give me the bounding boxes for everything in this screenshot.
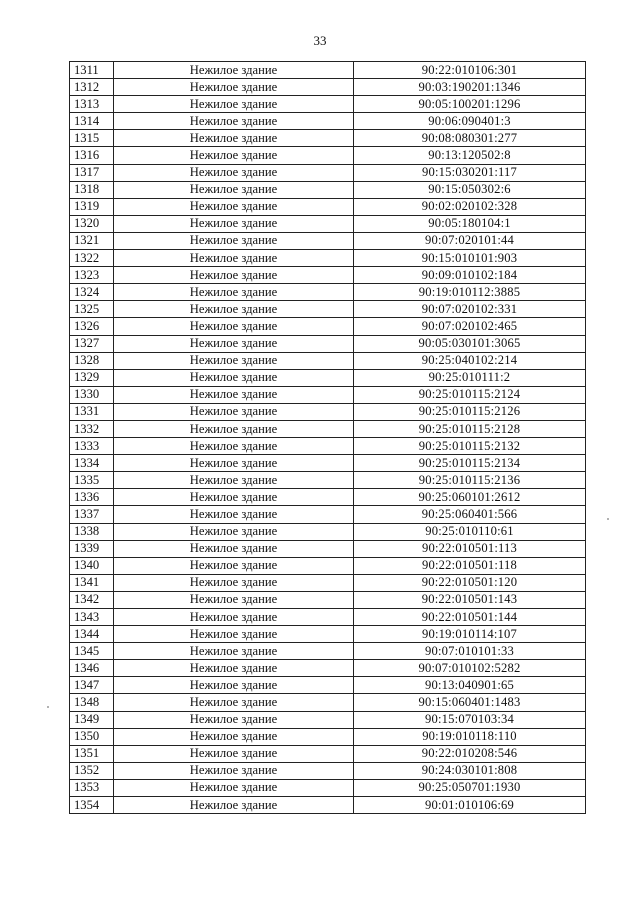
cadastral-number: 90:25:060101:2612 <box>354 489 586 506</box>
object-type: Нежилое здание <box>114 301 354 318</box>
table-row <box>70 403 586 420</box>
object-type: Нежилое здание <box>114 660 354 677</box>
table-row <box>70 369 586 386</box>
object-type: Нежилое здание <box>114 147 354 164</box>
row-number: 1317 <box>70 164 114 181</box>
table-row <box>70 62 586 79</box>
table-row <box>70 250 586 267</box>
row-number: 1313 <box>70 96 114 113</box>
row-number: 1332 <box>70 420 114 437</box>
row-number: 1343 <box>70 609 114 626</box>
object-type: Нежилое здание <box>114 164 354 181</box>
object-type: Нежилое здание <box>114 96 354 113</box>
table-row <box>70 523 586 540</box>
object-type: Нежилое здание <box>114 62 354 79</box>
object-type: Нежилое здание <box>114 540 354 557</box>
cadastral-number: 90:22:010501:143 <box>354 591 586 608</box>
row-number: 1323 <box>70 267 114 284</box>
table-row <box>70 677 586 694</box>
table-row <box>70 591 586 608</box>
table-row <box>70 386 586 403</box>
row-number: 1335 <box>70 472 114 489</box>
row-number: 1352 <box>70 762 114 779</box>
object-type: Нежилое здание <box>114 489 354 506</box>
object-type: Нежилое здание <box>114 181 354 198</box>
table-row <box>70 420 586 437</box>
object-type: Нежилое здание <box>114 609 354 626</box>
row-number: 1354 <box>70 797 114 814</box>
table-row <box>70 660 586 677</box>
object-type: Нежилое здание <box>114 745 354 762</box>
cadastral-number: 90:25:050701:1930 <box>354 779 586 796</box>
table-row <box>70 745 586 762</box>
row-number: 1350 <box>70 728 114 745</box>
row-number: 1339 <box>70 540 114 557</box>
cadastral-number: 90:25:040102:214 <box>354 352 586 369</box>
cadastral-number: 90:15:010101:903 <box>354 250 586 267</box>
row-number: 1351 <box>70 745 114 762</box>
table-row <box>70 352 586 369</box>
cadastral-number: 90:13:120502:8 <box>354 147 586 164</box>
object-type: Нежилое здание <box>114 284 354 301</box>
cadastral-number: 90:25:060401:566 <box>354 506 586 523</box>
row-number: 1333 <box>70 438 114 455</box>
table-row <box>70 438 586 455</box>
object-type: Нежилое здание <box>114 728 354 745</box>
row-number: 1312 <box>70 79 114 96</box>
cadastral-number: 90:15:050302:6 <box>354 181 586 198</box>
table-row <box>70 711 586 728</box>
row-number: 1336 <box>70 489 114 506</box>
row-number: 1349 <box>70 711 114 728</box>
object-type: Нежилое здание <box>114 215 354 232</box>
object-type: Нежилое здание <box>114 797 354 814</box>
object-type: Нежилое здание <box>114 779 354 796</box>
row-number: 1325 <box>70 301 114 318</box>
cadastral-number: 90:25:010110:61 <box>354 523 586 540</box>
object-type: Нежилое здание <box>114 626 354 643</box>
table-body <box>70 62 586 814</box>
row-number: 1341 <box>70 574 114 591</box>
cadastral-number: 90:09:010102:184 <box>354 267 586 284</box>
object-type: Нежилое здание <box>114 694 354 711</box>
cadastral-number: 90:19:010114:107 <box>354 626 586 643</box>
row-number: 1340 <box>70 557 114 574</box>
table-row <box>70 694 586 711</box>
cadastral-number: 90:22:010106:301 <box>354 62 586 79</box>
cadastral-number: 90:06:090401:3 <box>354 113 586 130</box>
row-number: 1319 <box>70 198 114 215</box>
row-number: 1314 <box>70 113 114 130</box>
table-row <box>70 232 586 249</box>
object-type: Нежилое здание <box>114 438 354 455</box>
row-number: 1337 <box>70 506 114 523</box>
row-number: 1311 <box>70 62 114 79</box>
cadastral-number: 90:07:020101:44 <box>354 232 586 249</box>
table-row <box>70 318 586 335</box>
object-type: Нежилое здание <box>114 455 354 472</box>
cadastral-number: 90:24:030101:808 <box>354 762 586 779</box>
cadastral-number: 90:05:030101:3065 <box>354 335 586 352</box>
cadastral-number: 90:22:010501:118 <box>354 557 586 574</box>
cadastral-number: 90:15:070103:34 <box>354 711 586 728</box>
cadastral-number: 90:08:080301:277 <box>354 130 586 147</box>
row-number: 1328 <box>70 352 114 369</box>
cadastral-number: 90:03:190201:1346 <box>354 79 586 96</box>
row-number: 1353 <box>70 779 114 796</box>
object-type: Нежилое здание <box>114 113 354 130</box>
page-number: 33 <box>313 33 327 48</box>
table-row <box>70 301 586 318</box>
object-type: Нежилое здание <box>114 643 354 660</box>
table-row <box>70 574 586 591</box>
cadastral-number: 90:25:010115:2134 <box>354 455 586 472</box>
object-type: Нежилое здание <box>114 762 354 779</box>
cadastral-number: 90:07:020102:465 <box>354 318 586 335</box>
cadastral-number: 90:13:040901:65 <box>354 677 586 694</box>
cadastral-number: 90:19:010112:3885 <box>354 284 586 301</box>
cadastral-number: 90:25:010115:2126 <box>354 403 586 420</box>
table-row <box>70 762 586 779</box>
table-row <box>70 540 586 557</box>
row-number: 1348 <box>70 694 114 711</box>
object-type: Нежилое здание <box>114 198 354 215</box>
row-number: 1329 <box>70 369 114 386</box>
table-row <box>70 215 586 232</box>
cadastral-number: 90:22:010501:144 <box>354 609 586 626</box>
cadastral-number: 90:22:010501:120 <box>354 574 586 591</box>
row-number: 1326 <box>70 318 114 335</box>
cadastral-number: 90:15:030201:117 <box>354 164 586 181</box>
table-row <box>70 779 586 796</box>
table-row <box>70 489 586 506</box>
cadastral-number: 90:22:010208:546 <box>354 745 586 762</box>
object-type: Нежилое здание <box>114 506 354 523</box>
row-number: 1316 <box>70 147 114 164</box>
row-number: 1322 <box>70 250 114 267</box>
row-number: 1344 <box>70 626 114 643</box>
cadastral-number: 90:25:010111:2 <box>354 369 586 386</box>
cadastral-number: 90:22:010501:113 <box>354 540 586 557</box>
table-row <box>70 506 586 523</box>
cadastral-number: 90:25:010115:2136 <box>354 472 586 489</box>
table-row <box>70 557 586 574</box>
table-row <box>70 164 586 181</box>
row-number: 1345 <box>70 643 114 660</box>
cadastral-number: 90:07:010102:5282 <box>354 660 586 677</box>
cadastral-number: 90:25:010115:2128 <box>354 420 586 437</box>
table-row <box>70 267 586 284</box>
object-type: Нежилое здание <box>114 318 354 335</box>
row-number: 1321 <box>70 232 114 249</box>
cadastral-number: 90:15:060401:1483 <box>354 694 586 711</box>
object-type: Нежилое здание <box>114 267 354 284</box>
object-type: Нежилое здание <box>114 352 354 369</box>
object-type: Нежилое здание <box>114 557 354 574</box>
row-number: 1324 <box>70 284 114 301</box>
scan-speck <box>47 706 49 708</box>
object-type: Нежилое здание <box>114 130 354 147</box>
object-type: Нежилое здание <box>114 523 354 540</box>
table-row <box>70 626 586 643</box>
object-type: Нежилое здание <box>114 420 354 437</box>
object-type: Нежилое здание <box>114 574 354 591</box>
property-table <box>69 61 586 814</box>
row-number: 1331 <box>70 403 114 420</box>
row-number: 1327 <box>70 335 114 352</box>
cadastral-number: 90:25:010115:2124 <box>354 386 586 403</box>
object-type: Нежилое здание <box>114 369 354 386</box>
row-number: 1347 <box>70 677 114 694</box>
table-row <box>70 113 586 130</box>
cadastral-number: 90:05:180104:1 <box>354 215 586 232</box>
object-type: Нежилое здание <box>114 386 354 403</box>
table-row <box>70 96 586 113</box>
row-number: 1334 <box>70 455 114 472</box>
row-number: 1318 <box>70 181 114 198</box>
cadastral-number: 90:19:010118:110 <box>354 728 586 745</box>
table-row <box>70 284 586 301</box>
cadastral-number: 90:07:020102:331 <box>354 301 586 318</box>
object-type: Нежилое здание <box>114 472 354 489</box>
table-row <box>70 455 586 472</box>
object-type: Нежилое здание <box>114 250 354 267</box>
table-row <box>70 472 586 489</box>
scan-speck <box>607 518 609 520</box>
table-row <box>70 728 586 745</box>
cadastral-number: 90:05:100201:1296 <box>354 96 586 113</box>
object-type: Нежилое здание <box>114 403 354 420</box>
table-row <box>70 335 586 352</box>
table-row <box>70 643 586 660</box>
object-type: Нежилое здание <box>114 232 354 249</box>
table-row <box>70 198 586 215</box>
table-row <box>70 181 586 198</box>
cadastral-number: 90:02:020102:328 <box>354 198 586 215</box>
row-number: 1330 <box>70 386 114 403</box>
row-number: 1320 <box>70 215 114 232</box>
table-row <box>70 79 586 96</box>
object-type: Нежилое здание <box>114 591 354 608</box>
object-type: Нежилое здание <box>114 677 354 694</box>
cadastral-number: 90:07:010101:33 <box>354 643 586 660</box>
row-number: 1346 <box>70 660 114 677</box>
cadastral-number: 90:25:010115:2132 <box>354 438 586 455</box>
row-number: 1338 <box>70 523 114 540</box>
table-row <box>70 797 586 814</box>
row-number: 1315 <box>70 130 114 147</box>
table-row <box>70 609 586 626</box>
row-number: 1342 <box>70 591 114 608</box>
table-row <box>70 130 586 147</box>
cadastral-number: 90:01:010106:69 <box>354 797 586 814</box>
object-type: Нежилое здание <box>114 79 354 96</box>
object-type: Нежилое здание <box>114 711 354 728</box>
table-row <box>70 147 586 164</box>
object-type: Нежилое здание <box>114 335 354 352</box>
